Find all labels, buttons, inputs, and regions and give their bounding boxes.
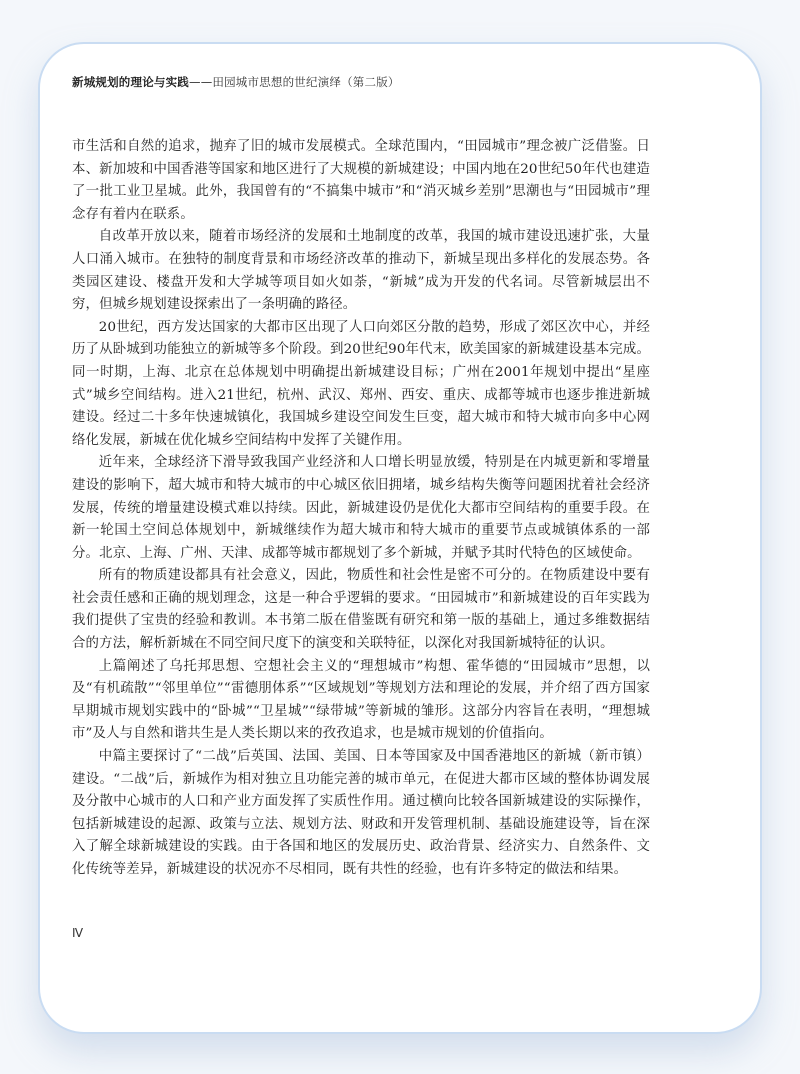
- paragraph: 所有的物质建设都具有社会意义，因此，物质性和社会性是密不可分的。在物质建设中要有社会责任感和正确的规划理念，这是一种合乎逻辑的要求。“田园城市”和新城建设的百年实践为我们提供了宝贵的经验和教训。本书第二版在借鉴既有研究和第一版的基础上，通过多维数据结合的方法，解析新城在不同空间尺度下的演变和关联特征，以深化对我国新城特征的认识。: [72, 568, 650, 652]
- paragraph: 自改革开放以来，随着市场经济的发展和土地制度的改革，我国的城市建设迅速扩张，大量人口涌入城市。在独特的制度背景和市场经济改革的推动下，新城呈现出多样化的发展态势。各类园区建设、楼盘开发和大学城等项目如火如荼，“新城”成为开发的代名词。尽管新城层出不穷，但城乡规划建设探索出了一条明确的路径。: [72, 229, 650, 313]
- paragraph: 中篇主要探讨了“二战”后英国、法国、美国、日本等国家及中国香港地区的新城（新市镇）建设。“二战”后，新城作为相对独立且功能完善的城市单元，在促进大都市区域的整体协调发展及分散中心城市的人口和产业方面发挥了实质性作用。通过横向比较各国新城建设的实际操作，包括新城建设的起源、政策与立法、规划方法、财政和开发管理机制、基础设施建设等，旨在深入了解全球新城建设的实践。由于各国和地区的发展历史、政治背景、经济实力、自然条件、文化传统等差异，新城建设的状况亦不尽相同，既有共性的经验，也有许多特定的做法和结果。: [72, 749, 650, 877]
- paragraph-continued: 市生活和自然的追求，抛弃了旧的城市发展模式。全球范围内，“田园城市”理念被广泛借鉴。日本、新加坡和中国香港等国家和地区进行了大规模的新城建设；中国内地在20世纪50年代也建造了一批工业卫星城。此外，我国曾有的“不搞集中城市”和“消灭城乡差别”思潮也与“田园城市”理念存有着内在联系。: [72, 139, 650, 222]
- paragraph: 上篇阐述了乌托邦思想、空想社会主义的“理想城市”构想、霍华德的“田园城市”思想，以及“有机疏散”“邻里单位”“雷德朋体系”“区域规划”等规划方法和理论的发展，并介绍了西方国家早期城市规划实践中的“卧城”“卫星城”“绿带城”等新城的雏形。这部分内容旨在表明，“理想城市”及人与自然和谐共生是人类长期以来的孜孜追求，也是城市规划的价值指向。: [72, 658, 650, 742]
- body-text: [72, 136, 650, 882]
- title-separator: ——: [189, 75, 213, 89]
- book-subtitle: 田园城市思想的世纪演绎（第二版）: [212, 75, 400, 89]
- paragraph: 近年来，全球经济下滑导致我国产业经济和人口增长明显放缓，特别是在内城更新和零增量建设的影响下，超大城市和特大城市的中心城区依旧拥堵，城乡结构失衡等问题困扰着社会经济发展，传统的增量建设模式难以持续。因此，新城建设仍是优化大都市空间结构的重要手段。在新一轮国土空间总体规划中，新城继续作为超大城市和特大城市的重要节点或城镇体系的一部分。北京、上海、广州、天津、成都等城市都规划了多个新城，并赋予其时代特色的区域使命。: [72, 455, 650, 561]
- page-number: Ⅳ: [72, 926, 84, 940]
- book-title: 新城规划的理论与实践: [72, 75, 189, 89]
- running-header: [72, 74, 400, 90]
- paragraph: 20世纪，西方发达国家的大都市区出现了人口向郊区分散的趋势，形成了郊区次中心，并经历了从卧城到功能独立的新城等多个阶段。到20世纪90年代末，欧美国家的新城建设基本完成。同一时期，上海、北京在总体规划中明确提出新城建设目标；广州在2001年规划中提出“星座式”城乡空间结构。进入21世纪，杭州、武汉、郑州、西安、重庆、成都等城市也逐步推进新城建设。经过二十多年快速城镇化，我国城乡建设空间发生巨变，超大城市和特大城市向多中心网络化发展，新城在优化城乡空间结构中发挥了关键作用。: [72, 319, 650, 448]
